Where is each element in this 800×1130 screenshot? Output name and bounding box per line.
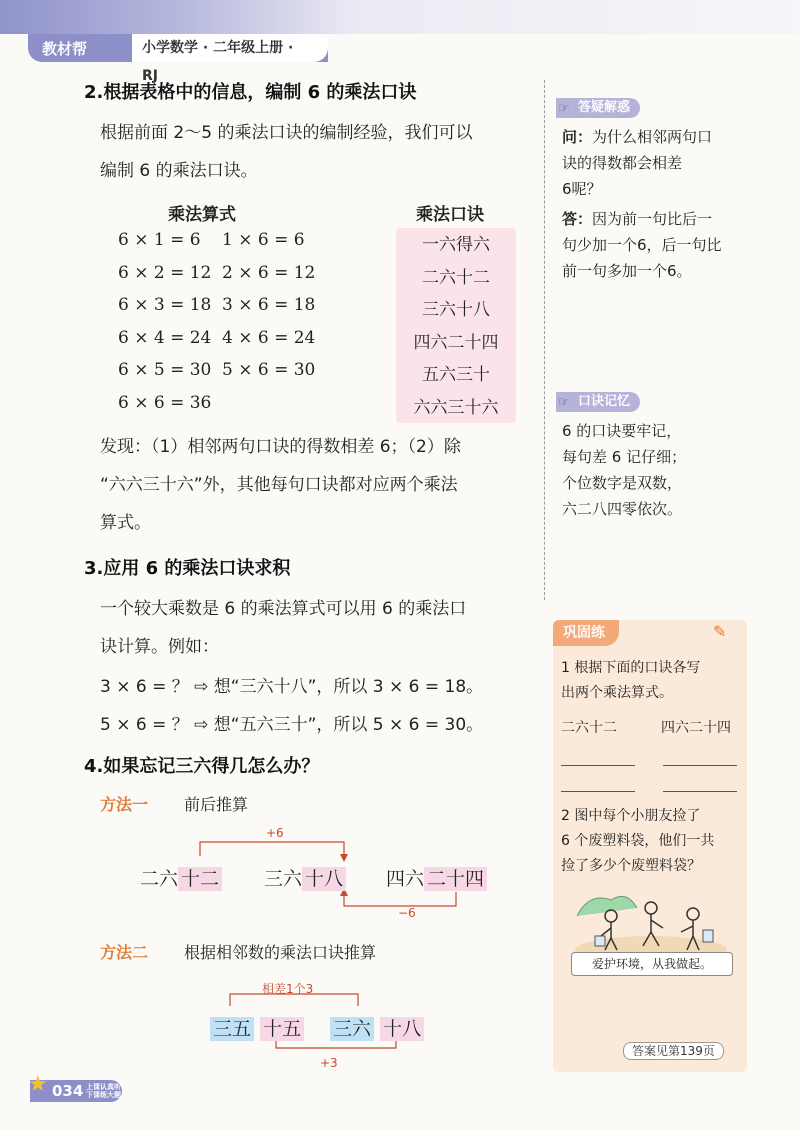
page-number: 034: [52, 1082, 84, 1100]
rhyme-cell: 一六得六: [422, 235, 490, 255]
col-header-formula: 乘法算式: [168, 205, 236, 225]
finding-text-1: 发现：（1）相邻两句口诀的得数相差 6；（2）除: [100, 437, 461, 457]
answer-reference: [623, 1040, 724, 1059]
plus6-label: +6: [266, 826, 284, 840]
m1-a2: 十二: [178, 867, 222, 891]
formula-a: 6 × 1 = 6: [118, 230, 201, 250]
m2-b2: 十八: [380, 1017, 424, 1041]
m1-b1: 三六: [264, 868, 303, 890]
rhyme-cell: 四六二十四: [413, 332, 499, 353]
memo-line-3: 个位数字是双数，: [562, 474, 683, 492]
qa-tag-label: 答疑解惑: [578, 100, 631, 115]
practice-q1-rhyme-a: 二六十二: [561, 720, 617, 736]
col-header-rhyme: 乘法口诀: [416, 205, 484, 225]
answer-blank-3[interactable]: [561, 790, 635, 792]
memo-line-4: 六二八四零依次。: [562, 500, 683, 518]
header-band: [0, 0, 800, 34]
formula-b: 4 × 6 = 24: [222, 327, 316, 348]
section4-title: 4.如果忘记三六得几怎么办？: [84, 756, 320, 777]
rhyme-cell: 六六三十六: [413, 397, 499, 418]
question-line-2: 诀的得数都会相差: [562, 154, 683, 172]
practice-q2-line-2: 6 个废塑料袋，他们一共: [561, 833, 715, 849]
answer-blank-4[interactable]: [663, 790, 737, 792]
section3-line-2: 诀计算。例如：: [100, 637, 219, 657]
memo-content: [562, 418, 742, 522]
minus6-bracket: [344, 892, 456, 906]
plus3-label: +3: [320, 1056, 338, 1070]
m1-group-a: [140, 864, 222, 891]
m2-a2: 十五: [260, 1017, 304, 1041]
practice-q1-line-2: 出两个乘法算式。: [561, 685, 673, 701]
formula-b: 5 × 6 = 30: [222, 360, 316, 380]
m1-group-b: [264, 864, 346, 891]
m2-group-b: [330, 1014, 424, 1041]
m2-group-a: [210, 1014, 304, 1041]
plus6-arrowhead: [340, 854, 348, 862]
memo-line-2: 每句差 6 记仔细；: [562, 448, 687, 466]
brand-label: 教材帮: [42, 40, 88, 58]
header-tab: [28, 34, 328, 84]
rhyme-cell: 二六十二: [422, 267, 490, 288]
formula-a: 6 × 6 = 36: [118, 392, 212, 413]
course-label: 小学数学 · 二年级上册 · RJ: [132, 34, 328, 62]
rhyme-cell: 五六三十: [422, 365, 490, 385]
practice-q1-line-1: 1 根据下面的口诀各写: [561, 660, 701, 676]
practice-panel: [553, 620, 747, 1072]
page-number-badge: [28, 1072, 122, 1102]
section3-title: 3.应用 6 的乘法口诀求积: [84, 558, 291, 579]
formula-b: 3 × 6 = 18: [222, 295, 316, 315]
answer-label: 答：: [562, 210, 593, 228]
qa-content: [562, 124, 752, 284]
minus6-label: −6: [398, 906, 416, 920]
question-line-1: [562, 124, 752, 150]
formula-b: 1 × 6 = 6: [222, 230, 305, 250]
formula-a: 6 × 2 = 12: [118, 262, 212, 283]
memo-tag: [556, 392, 640, 412]
section2-intro-1: 根据前面 2～5 的乘法口诀的编制经验，我们可以: [100, 123, 473, 143]
answer-line-1: [562, 206, 752, 232]
bush-shape: [577, 896, 637, 916]
formula-a: 6 × 5 = 30: [118, 360, 212, 380]
practice-q2-line-1: 2 图中每个小朋友捡了: [561, 808, 701, 824]
practice-q2: [561, 804, 743, 879]
m2-b1: 三六: [330, 1017, 374, 1041]
m1-c2: 二十四: [424, 867, 487, 891]
m1-a1: 二六: [140, 868, 179, 890]
question-text-1: 为什么相邻两句口: [592, 128, 713, 146]
column-divider: [544, 80, 546, 600]
finding-line-1: [100, 432, 461, 457]
plastic-bag-shape: [703, 930, 713, 942]
formula-a: 6 × 4 = 24: [118, 327, 212, 348]
rhyme-cell: 三六十八: [422, 300, 490, 320]
m1-c1: 四六: [386, 868, 425, 890]
section3-line-1: 一个较大乘数是 6 的乘法算式可以用 6 的乘法口: [100, 599, 467, 619]
plastic-bag-shape: [595, 936, 605, 946]
answer-blank-1[interactable]: [561, 764, 635, 766]
pointing-hand-icon: ☞: [558, 395, 570, 410]
finding-line-2: “六六三十六”外，其他每句口诀都对应两个乘法: [100, 475, 458, 495]
formula-b: 2 × 6 = 12: [222, 262, 316, 283]
answer-blank-2[interactable]: [663, 764, 737, 766]
page-motto: 上课认真听 下课练大题: [86, 1083, 121, 1099]
practice-title: 巩固练: [553, 620, 619, 646]
answer-text-1: 因为前一句比后一: [592, 210, 713, 228]
method2-label: 方法二: [100, 943, 149, 962]
method1-text: 前后推算: [184, 795, 249, 814]
practice-q2-line-3: 捡了多少个废塑料袋？: [561, 858, 701, 874]
answer-reference-text: 答案见第139页: [623, 1042, 724, 1060]
m1-group-c: [386, 864, 487, 891]
star-icon: ★: [28, 1072, 48, 1097]
question-line-3: 6呢？: [562, 180, 602, 198]
finding-line-3: 算式。: [100, 513, 151, 533]
memo-line-1: 6 的口诀要牢记，: [562, 422, 682, 440]
m2-a1: 三五: [210, 1017, 254, 1041]
slogan-banner: 爱护环境，从我做起。: [571, 952, 733, 976]
example-1: 3 × 6 = ？ ⇨ 想“三六十八”，所以 3 × 6 = 18。: [100, 677, 484, 697]
question-label: 问：: [562, 128, 593, 146]
practice-q1-rhyme-b: 四六二十四: [661, 720, 731, 736]
qa-tag: [556, 98, 640, 118]
example-2: 5 × 6 = ？ ⇨ 想“五六三十”，所以 5 × 6 = 30。: [100, 715, 484, 735]
diff-label: 相差1个3: [262, 982, 314, 996]
answer-line-3: 前一句多加一个6。: [562, 262, 692, 280]
method2-text: 根据相邻数的乘法口诀推算: [184, 943, 377, 962]
formula-a: 6 × 3 = 18: [118, 295, 212, 315]
section2-intro-2: 编制 6 的乘法口诀。: [100, 161, 258, 181]
memo-tag-label: 口诀记忆: [578, 394, 631, 409]
practice-q1: [561, 656, 743, 706]
answer-line-2: 句少加一个6，后一句比: [562, 236, 722, 254]
pencil-icon: ✎: [713, 622, 727, 641]
plus6-bracket: [200, 842, 344, 856]
pointing-hand-icon: ☞: [558, 101, 570, 116]
section2-title: 2.根据表格中的信息，编制 6 的乘法口诀: [84, 82, 417, 103]
m1-b2: 十八: [302, 867, 346, 891]
method1-label: 方法一: [100, 795, 149, 814]
